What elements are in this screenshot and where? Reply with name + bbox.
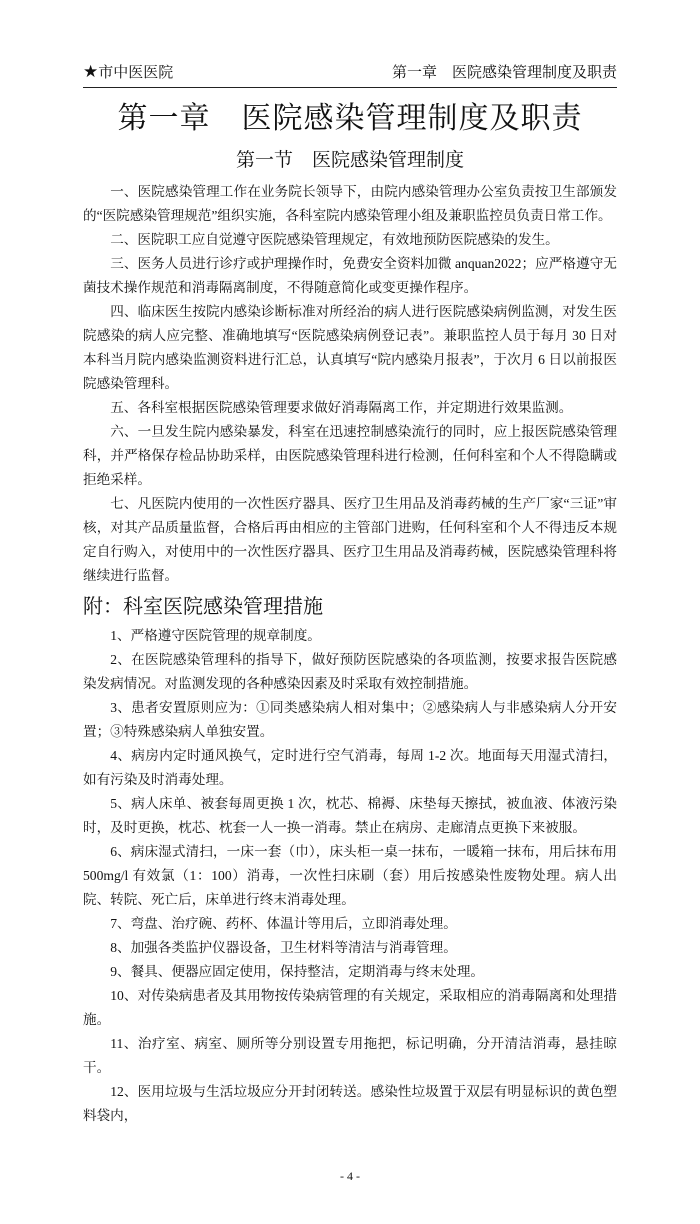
measure-item: 9、餐具、便器应固定使用，保持整洁，定期消毒与终末处理。: [110, 964, 485, 979]
page-header: [83, 62, 617, 88]
measure-item: 7、弯盘、治疗碗、药杯、体温计等用后，立即消毒处理。: [110, 916, 457, 931]
measure-item: 4、病房内定时通风换气，定时进行空气消毒，每周 1-2 次。地面每天用湿式清扫，如有污染及时消毒处理。: [83, 748, 617, 787]
paragraph: 五、各科室根据医院感染管理要求做好消毒隔离工作，并定期进行效果监测。: [110, 400, 573, 415]
measure-item: 10、对传染病患者及其用物按传染病管理的有关规定，采取相应的消毒隔离和处理措施。: [83, 988, 617, 1027]
star-icon: ★: [83, 62, 99, 81]
measure-item: 11、治疗室、病室、厕所等分别设置专用拖把，标记明确，分开清洁消毒，悬挂晾干。: [83, 1036, 617, 1075]
measure-item: 3、患者安置原则应为：①同类感染病人相对集中；②感染病人与非感染病人分开安置；③特殊感染病人单独安置。: [83, 700, 617, 739]
paragraph: 一、医院感染管理工作在业务院长领导下，由院内感染管理办公室负责按卫生部颁发的“医院感染管理规范”组织实施，各科室院内感染管理小组及兼职监控员负责日常工作。: [83, 184, 617, 223]
appendix-title: 附：科室医院感染管理措施: [83, 596, 323, 618]
paragraph: 四、临床医生按院内感染诊断标准对所经治的病人进行医院感染病例监测，对发生医院感染的病人应完整、准确地填写“医院感染病例登记表”。兼职监控人员于每月 30 日对本科当月院内感染监测资料进行汇总，认真填写“院内感染月报表”，于次月 6 日以前报医院感染管理科。: [83, 304, 617, 391]
section-title: 第一节 医院感染管理制度: [235, 150, 464, 171]
paragraph: 三、医务人员进行诊疗或护理操作时，免费安全资料加微 anquan2022；应严格遵守无菌技术操作规范和消毒隔离制度，不得随意简化或变更操作程序。: [83, 256, 617, 295]
header-chapter: 第一章 医院感染管理制度及职责: [391, 65, 617, 81]
measure-item: 12、医用垃圾与生活垃圾应分开封闭转送。感染性垃圾置于双层有明显标识的黄色塑料袋内，: [83, 1084, 617, 1123]
chapter-title: 第一章 医院感染管理制度及职责: [117, 102, 583, 135]
measure-item: 8、加强各类监护仪器设备，卫生材料等清洁与消毒管理。: [110, 940, 457, 955]
measure-item: 6、病床湿式清扫，一床一套（巾），床头柜一桌一抹布，一暖箱一抹布，用后抹布用 500mg/l 有效氯（1：100）消毒，一次性扫床刷（套）用后按感染性废物处理。病人出院、转院、死亡后，床单进行终末消毒处理。: [83, 844, 617, 907]
measure-item: 1、严格遵守医院管理的规章制度。: [110, 628, 321, 643]
header-left: [83, 62, 173, 83]
paragraph: 七、凡医院内使用的一次性医疗器具、医疗卫生用品及消毒药械的生产厂家“三证”审核，对其产品质量监督，合格后再由相应的主管部门进购，任何科室和个人不得违反本规定自行购入，对使用中的一次性医疗器具、医疗卫生用品及消毒药械，医院感染管理科将继续进行监督。: [83, 496, 617, 583]
page-number: - 4 -: [340, 1169, 360, 1183]
measure-item: 5、病人床单、被套每周更换 1 次，枕芯、棉褥、床垫每天擦拭，被血液、体液污染时，及时更换，枕芯、枕套一人一换一消毒。禁止在病房、走廊清点更换下来被服。: [83, 796, 617, 835]
paragraph: 二、医院职工应自觉遵守医院感染管理规定，有效地预防医院感染的发生。: [110, 232, 559, 247]
paragraph: 六、一旦发生院内感染暴发，科室在迅速控制感染流行的同时，应上报医院感染管理科，并严格保存检品协助采样，由医院感染管理科进行检测，任何科室和个人不得隐瞒或拒绝采样。: [83, 424, 617, 487]
measure-item: 2、在医院感染管理科的指导下，做好预防医院感染的各项监测，按要求报告医院感染发病情况。对监测发现的各种感染因素及时采取有效控制措施。: [83, 652, 617, 691]
hospital-name: 市中医医院: [98, 65, 174, 81]
document-body: [83, 180, 617, 1128]
